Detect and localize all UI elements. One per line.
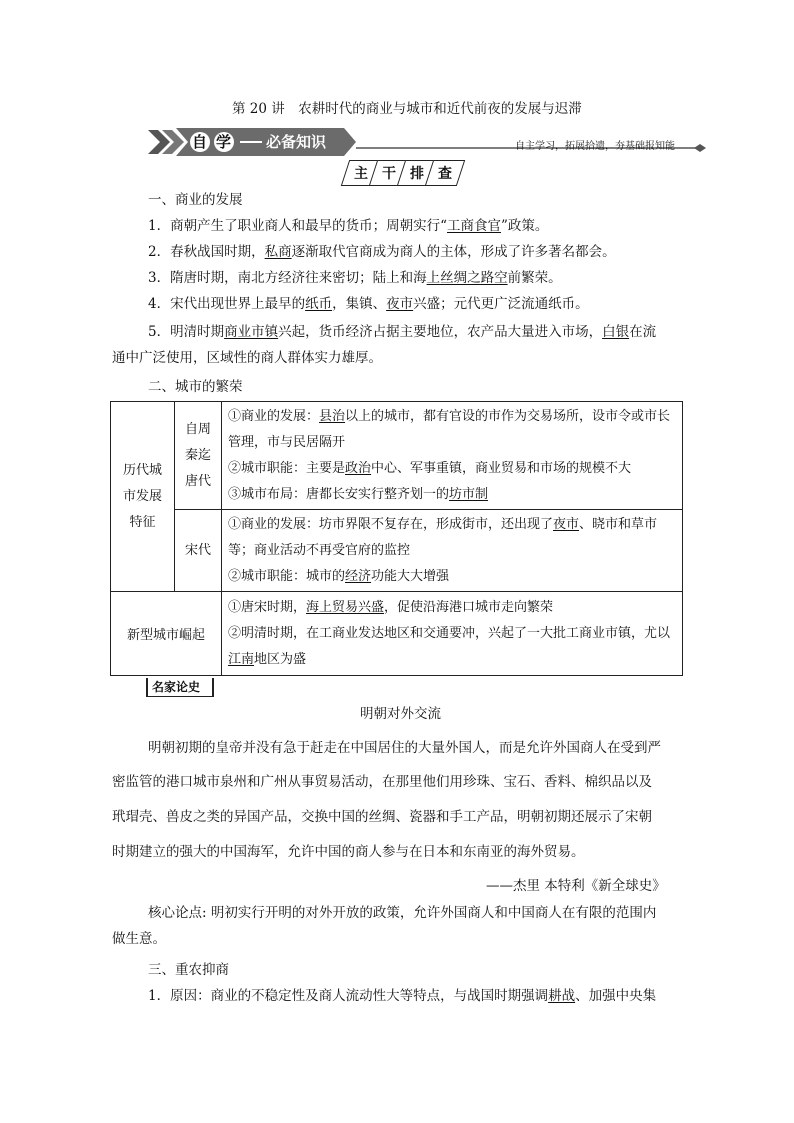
banner-dash xyxy=(240,141,262,143)
core-point-continuation: 做生意。 xyxy=(112,931,166,947)
content-cell: ①唐宋时期，海上贸易兴盛，促使沿海港口城市走向繁荣 ②明清时期，在工商业发达地区和交通要冲，兴起了一大批工商业市镇，尤以江南地区为盛 xyxy=(222,592,683,676)
tag-box: 主 xyxy=(341,160,381,186)
city-table xyxy=(110,401,683,676)
core-point: 核心论点: 明初实行开明的对外开放的政策，允许外国商人和中国商人在有限的范围内 xyxy=(148,905,657,921)
list-item: 1．原因：商业的不稳定性及商人流动性大等特点，与战国时期强调耕战、加强中央集 xyxy=(148,988,657,1004)
quote-line: 玳瑁壳、兽皮之类的异国产品，交换中国的丝绸、瓷器和手工产品，明朝初期还展示了宋朝 xyxy=(112,809,652,825)
list-item-continuation: 通中广泛使用，区域性的商人群体实力雄厚。 xyxy=(112,350,382,366)
famous-tag: 名家论史 xyxy=(146,678,214,697)
list-item: 1．商朝产生了职业商人和最早的货币；周朝实行“工商食官”政策。 xyxy=(148,218,549,234)
banner-char-a: 自 xyxy=(192,133,208,151)
banner-subtitle: 自主学习，拓展拾遗，夯基础报知能 xyxy=(515,141,675,152)
tag-box: 排 xyxy=(397,160,437,186)
row-header: 历代城市发展特征 xyxy=(111,402,175,592)
period-cell: 宋代 xyxy=(175,510,222,592)
section1-heading: 一、商业的发展 xyxy=(148,192,243,208)
quote-line: 明朝初期的皇帝并没有急于赶走在中国居住的大量外国人，而是允许外国商人在受到严 xyxy=(148,740,661,756)
tag-box: 干 xyxy=(369,160,409,186)
row-header: 新型城市崛起 xyxy=(111,592,222,676)
page-title: 第 20 讲 农耕时代的商业与城市和近代前夜的发展与迟滞 xyxy=(232,101,582,117)
famous-title: 明朝对外交流 xyxy=(360,706,441,722)
list-item: 4．宋代出现世界上最早的纸币，集镇、夜市兴盛；元代更广泛流通纸币。 xyxy=(148,296,589,312)
content-cell: ①商业的发展：县治以上的城市，都有官设的市作为交易场所，设市令或市长管理，市与民居隔开 ②城市职能：主要是政治中心、军事重镇，商业贸易和市场的规模不大 ③城市布局：唐都长安实行整齐划一的坊市制 xyxy=(222,402,683,510)
list-item: 2．春秋战国时期，私商逐渐取代官商成为商人的主体，形成了许多著名都会。 xyxy=(148,244,616,260)
content-cell: ①商业的发展：坊市界限不复存在，形成街市，还出现了夜市、晓市和草市等；商业活动不再受官府的监控 ②城市职能：城市的经济功能大大增强 xyxy=(222,510,683,592)
banner-label: 必备知识 xyxy=(266,133,327,151)
tag-box: 查 xyxy=(425,160,465,186)
period-cell: 自周秦迄唐代 xyxy=(175,402,222,510)
banner-char-b: 学 xyxy=(216,133,232,151)
quote-line: 时期建立的强大的中国海军，允许中国的商人参与在日本和东南亚的海外贸易。 xyxy=(112,844,585,860)
section2-heading: 二、城市的繁荣 xyxy=(148,379,243,395)
quote-line: 密监管的港口城市泉州和广州从事贸易活动，在那里他们用珍珠、宝石、香料、棉织品以及 xyxy=(112,774,652,790)
quote-source: ——杰里 本特利《新全球史》 xyxy=(486,878,666,894)
list-item: 3．隋唐时期，南北方经济往来密切；陆上和海上丝绸之路空前繁荣。 xyxy=(148,270,562,286)
list-item: 5．明清时期商业市镇兴起，货币经济占据主要地位，农产品大量进入市场，白银在流 xyxy=(148,324,657,340)
section3-heading: 三、重农抑商 xyxy=(148,962,229,978)
